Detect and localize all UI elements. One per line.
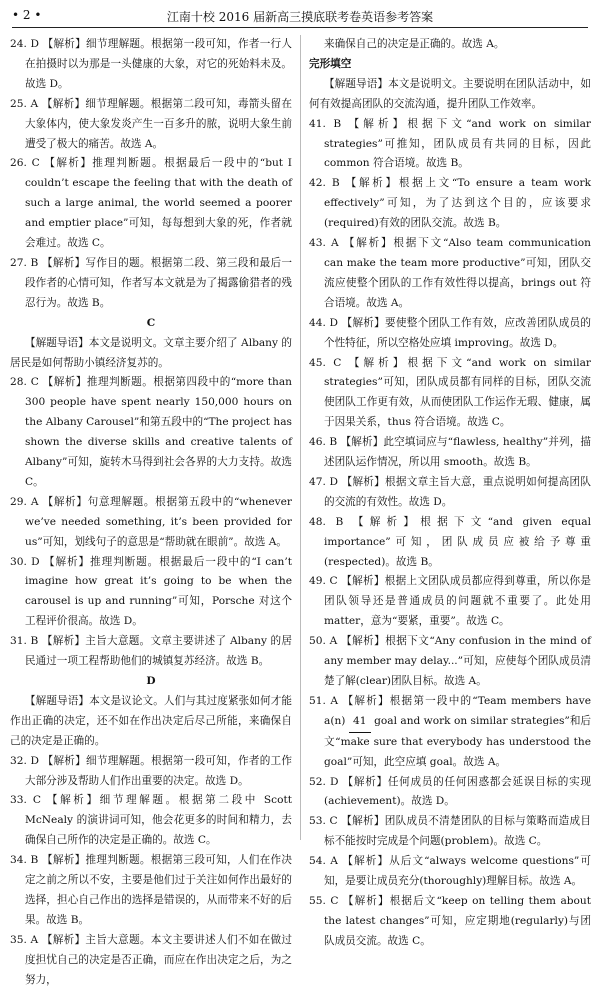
left-column — [10, 35, 292, 991]
right-paragraph: 46. B 【解析】此空填词应与“flawless, healthy”并列，描述团队运作情况，所以用 smooth。故选 B。 — [309, 436, 591, 469]
left-paragraph: 35. A 【解析】主旨大意题。本文主要讲述人们不如在做过度担忧自己的决定是否正确，而应在作出决定之后，为之努力， — [10, 933, 292, 986]
left-paragraph: 30. D 【解析】推理判断题。根据最后一段中的“I can’t imagine how great it’s going to be when the carousel is up and running”可知，Porsche 对这个工程评价很高。故选 D。 — [10, 555, 292, 628]
left-paragraph: 27. B 【解析】写作目的题。根据第二段、第三段和最后一段作者的心情可知，作者写本文就是为了揭露偷猎者的残忍行为。故选 B。 — [10, 256, 292, 309]
left-paragraph: 29. A 【解析】句意理解题。根据第五段中的“whenever we’ve needed something, it’s been provided for us”可知，划线句子的意思是“帮助就在眼前”。故选 A。 — [10, 495, 292, 548]
right-paragraph: 43. A 【解析】根据下文“Also team communication can make the team more productive”可知，团队交流应使整个团队的工作有效性得以提高，brings out 符合语境。故选 A。 — [309, 237, 591, 309]
right-column — [309, 35, 591, 952]
right-paragraph: 55. C 【解析】根据后文“keep on telling them about the latest changes”可知，应定期地(regularly)与团队成员交流。故选 C。 — [309, 894, 591, 947]
left-paragraph: 【解题导语】本文是议论文。人们与其过度紧张如何才能作出正确的决定，还不如在作出决定后尽己所能，来确保自己的决定是正确的。 — [10, 694, 292, 747]
page-header — [12, 6, 588, 28]
right-paragraph: 【解题导语】本文是说明文。主要说明在团队活动中，如何有效提高团队的交流沟通，提升团队工作效率。 — [309, 77, 591, 110]
header-rule — [12, 27, 588, 28]
right-paragraph: 41. B 【解析】根据下文“and work on similar strategies”可推知，团队成员有共同的目标，因此 common 符合语境。故选 B。 — [309, 117, 591, 170]
right-paragraph: 48. B 【解析】根据下文“and given equal importance”可知，团队成员应被给予尊重(respected)。故选 B。 — [309, 515, 591, 568]
left-paragraph: 25. A 【解析】细节理解题。根据第二段可知，毒箭头留在大象体内，使大象发炎产生一百多升的脓，说明大象生前遭受了极大的痛苦。故选 A。 — [10, 97, 292, 150]
right-paragraph: 来确保自己的决定是正确的。故选 A。 — [324, 38, 505, 50]
right-paragraph: 44. D 【解析】要使整个团队工作有效，应改善团队成员的个性特征，所以空格处应填 improving。故选 D。 — [309, 316, 591, 349]
column-divider — [300, 35, 301, 840]
left-paragraph: 34. B 【解析】推理判断题。根据第三段可知，人们在作决定之前之所以不安，主要是他们过于关注如何作出最好的选择，担心自己作出的选择是错误的，从而带来不好的后果。故选 B。 — [10, 854, 292, 926]
right-paragraph: 47. D 【解析】根据文章主旨大意，重点说明如何提高团队的交流的有效性。故选 D。 — [309, 475, 591, 508]
right-paragraph: 54. A 【解析】从后文“always welcome questions”可知，是要让成员充分(thoroughly)理解目标。故选 A。 — [309, 855, 591, 888]
left-paragraph: 【解题导语】本文是说明文。文章主要介绍了 Albany 的居民是如何帮助小镇经济复苏的。 — [10, 336, 292, 369]
left-paragraph: 32. D 【解析】细节理解题。根据第一段可知，作者的工作大部分涉及帮助人们作出重要的决定。故选 D。 — [10, 754, 292, 787]
right-paragraph: 45. C 【解析】根据下文“and work on similar strategies”可知，团队成员都有同样的目标，团队交流使团队工作更有效，从而使团队工作运作无瑕、健康，属于因果关系，thus 符合语境。故选 C。 — [309, 356, 591, 429]
left-paragraph: 31. B 【解析】主旨大意题。文章主要讲述了 Albany 的居民通过一项工程帮助他们的城镇复苏经济。故选 B。 — [10, 635, 292, 668]
left-paragraph: 26. C 【解析】推理判断题。根据最后一段中的“but I couldn’t escape the feeling that with the death of such a large animal, the world seemed a poorer and emptier place”可知，每每想到大象的死，作者就会难过。故选 C。 — [10, 157, 292, 250]
left-section-heading: C — [146, 316, 156, 329]
right-paragraph: 50. A 【解析】根据下文“Any confusion in the mind of any member may delay...”可知，应使每个团队成员清楚了解(clear)团队目标。故选 A。 — [309, 635, 591, 687]
right-paragraph: 52. D 【解析】任何成员的任何困惑都会延误目标的实现(achievement)。故选 D。 — [309, 775, 591, 808]
right-paragraph: 49. C 【解析】根据上文团队成员都应得到尊重，所以你是团队领导还是普通成员的问题就不重要了。此处用 matter，意为“要紧，重要”。故选 C。 — [309, 575, 591, 628]
right-paragraph: 42. B 【解析】根据上文“To ensure a team work effectively”可知，为了达到这个目的，应该要求(required)有效的团队交流。故选 B。 — [309, 177, 591, 230]
right-section-title: 完形填空 — [309, 57, 352, 70]
left-paragraph: 24. D 【解析】细节理解题。根据第一段可知，作者一行人在拍摄时以为那是一头健康的大象，对它的死始料未及。故选 D。 — [10, 38, 292, 90]
left-paragraph: 33. C 【解析】细节理解题。根据第二段中 Scott McNealy 的演讲词可知，他会花更多的时间和精力，去确保自己所作的决定是正确的。故选 C。 — [10, 794, 292, 847]
right-paragraph: 53. C 【解析】团队成员不清楚团队的目标与策略而造成目标不能按时完成是个问题(problem)。故选 C。 — [309, 815, 591, 848]
page-title: 江南十校 2016 届新高三摸底联考卷英语参考答案 — [166, 10, 434, 24]
right-paragraph: 51. A 【解析】根据第一段中的“Team members have a(n) 41 goal and work on similar strategies”和后文“make sure that everybody has understood the goal”可知，此空应填 goal。故选 A。 — [309, 694, 592, 768]
left-section-heading: D — [146, 675, 156, 687]
answer-blank: 41 — [349, 712, 371, 733]
page-number: • 2 • — [12, 8, 42, 22]
left-paragraph: 28. C 【解析】推理判断题。根据第四段中的“more than 300 people have spent nearly 150,000 hours on the Albany Carousel”和第五段中的“The project has shown the diverse skills and creative talents of Albany”可知，旋转木马得到社会各界的大力支持。故选 C。 — [10, 376, 292, 488]
